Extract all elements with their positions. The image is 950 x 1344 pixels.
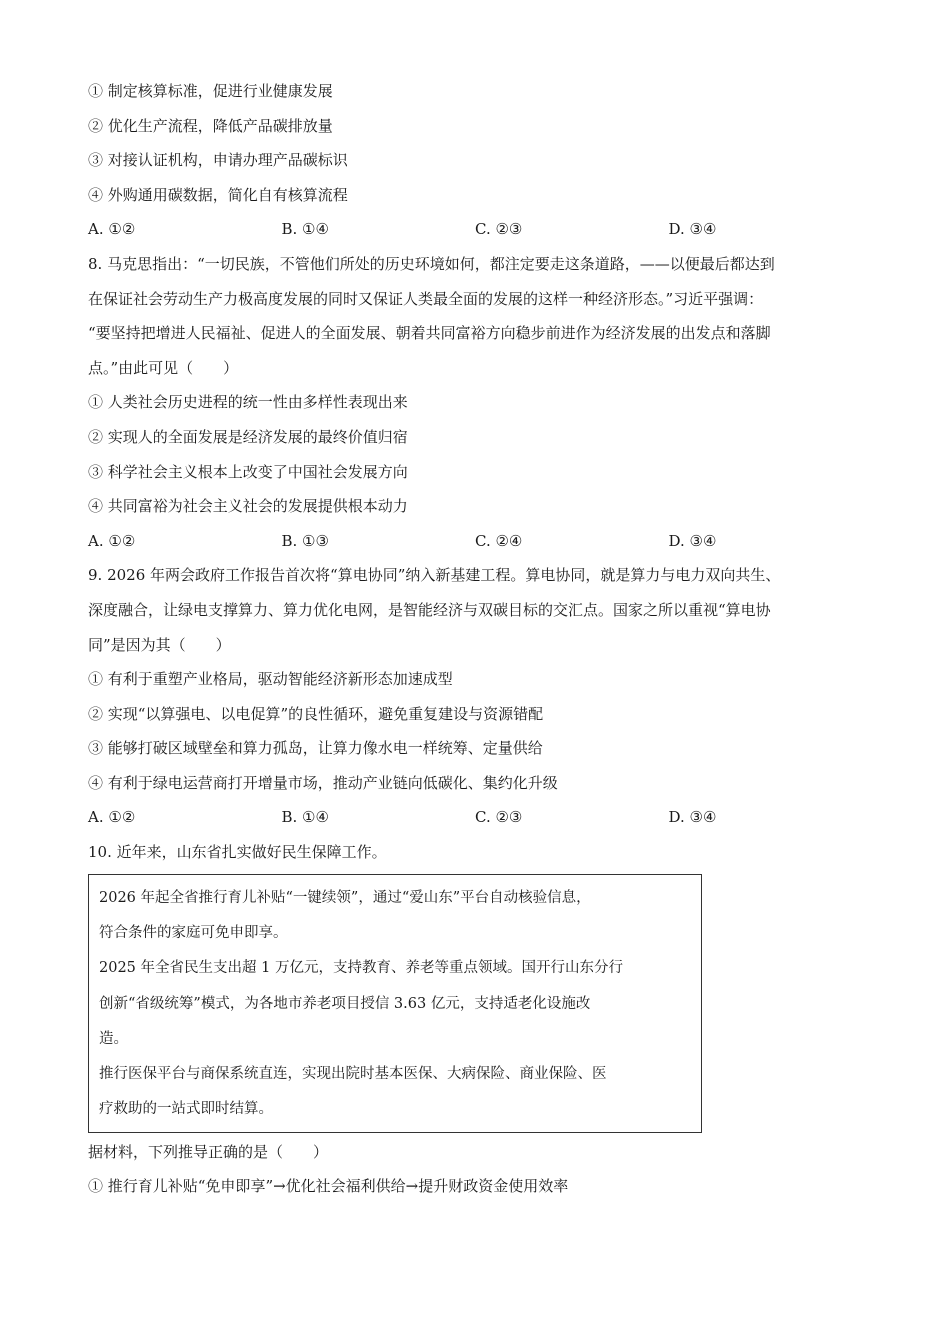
q7-item-3: ③ 对接认证机构，申请办理产品碳标识 [88, 151, 348, 170]
question-9 [88, 558, 878, 835]
q8-stem-line-3: “要坚持把增进人民福祉、促进人的全面发展、朝着共同富裕方向稳步前进作为经济发展的出发点和落脚 [88, 324, 771, 343]
q9-stem-line-3: 同”是因为其（ ） [88, 635, 231, 654]
question-8 [88, 247, 878, 558]
q7-option-c[interactable]: C. ②③ [475, 220, 523, 239]
q9-option-b[interactable]: B. ①④ [281, 808, 329, 827]
q9-item-3: ③ 能够打破区域壁垒和算力孤岛，让算力像水电一样统筹、定量供给 [88, 739, 543, 758]
exam-page [88, 74, 878, 1204]
question-7 [88, 74, 878, 247]
q10-material-line-5: 造。 [99, 1030, 128, 1047]
q10-material-line-1: 2026 年起全省推行育儿补贴“一键续领”，通过“爱山东”平台自动核验信息， [99, 889, 591, 906]
q9-option-a[interactable]: A. ①② [88, 808, 136, 827]
q9-item-2: ② 实现“以算强电、以电促算”的良性循环，避免重复建设与资源错配 [88, 704, 544, 723]
q10-question: 据材料，下列推导正确的是（ ） [88, 1142, 329, 1161]
q7-item-2: ② 优化生产流程，降低产品碳排放量 [88, 116, 333, 135]
q7-item-4: ④ 外购通用碳数据，简化自有核算流程 [88, 185, 348, 204]
q10-material-line-7: 疗救助的一站式即时结算。 [99, 1101, 273, 1118]
q8-option-b[interactable]: B. ①③ [281, 531, 329, 550]
q10-stem: 10. 近年来，山东省扎实做好民生保障工作。 [88, 843, 387, 862]
q9-option-c[interactable]: C. ②③ [475, 808, 523, 827]
q10-material-line-2: 符合条件的家庭可免申即享。 [99, 924, 288, 941]
q8-stem-line-1: 8. 马克思指出：“一切民族，不管他们所处的历史环境如何，都注定要走这条道路，——以便最后都达到 [88, 254, 775, 273]
q8-option-a[interactable]: A. ①② [88, 531, 136, 550]
q8-item-3: ③ 科学社会主义根本上改变了中国社会发展方向 [88, 462, 408, 481]
q10-material-line-6: 推行医保平台与商保系统直连，实现出院时基本医保、大病保险、商业保险、医 [99, 1066, 607, 1083]
q9-stem-line-1: 9. 2026 年两会政府工作报告首次将“算电协同”纳入新基建工程。算电协同，就是算力与电力双向共生、 [88, 566, 781, 585]
q9-item-4: ④ 有利于绿电运营商打开增量市场，推动产业链向低碳化、集约化升级 [88, 773, 558, 792]
q8-stem-line-2: 在保证社会劳动生产力极高度发展的同时又保证人类最全面的发展的这样一种经济形态。”习近平强调： [88, 289, 764, 308]
q10-material-line-3: 2025 年全省民生支出超 1 万亿元，支持教育、养老等重点领域。国开行山东分行 [99, 960, 623, 977]
q7-options [88, 212, 878, 247]
q8-item-1: ① 人类社会历史进程的统一性由多样性表现出来 [88, 393, 408, 412]
q8-stem-line-4: 点。”由此可见（ ） [88, 358, 239, 377]
q9-item-1: ① 有利于重塑产业格局，驱动智能经济新形态加速成型 [88, 670, 453, 689]
q8-option-c[interactable]: C. ②④ [475, 531, 523, 550]
q8-option-d[interactable]: D. ③④ [668, 531, 717, 550]
q7-item-1: ① 制定核算标准，促进行业健康发展 [88, 82, 333, 100]
q10-material-line-4: 创新“省级统筹”模式，为各地市养老项目授信 3.63 亿元，支持适老化设施改 [99, 995, 591, 1012]
q10-item-1: ① 推行育儿补贴“免申即享”→优化社会福利供给→提升财政资金使用效率 [88, 1177, 569, 1196]
q8-options [88, 524, 878, 559]
q9-option-d[interactable]: D. ③④ [668, 808, 717, 827]
q9-stem-line-2: 深度融合，让绿电支撑算力、算力优化电网，是智能经济与双碳目标的交汇点。国家之所以重视“算电协 [88, 600, 771, 619]
q8-item-4: ④ 共同富裕为社会主义社会的发展提供根本动力 [88, 497, 408, 516]
question-10 [88, 835, 878, 1204]
q10-material-box [88, 874, 702, 1133]
q8-item-2: ② 实现人的全面发展是经济发展的最终价值归宿 [88, 427, 408, 446]
q9-options [88, 800, 878, 835]
q7-option-d[interactable]: D. ③④ [668, 220, 717, 239]
q7-option-a[interactable]: A. ①② [88, 220, 136, 239]
q7-option-b[interactable]: B. ①④ [281, 220, 329, 239]
